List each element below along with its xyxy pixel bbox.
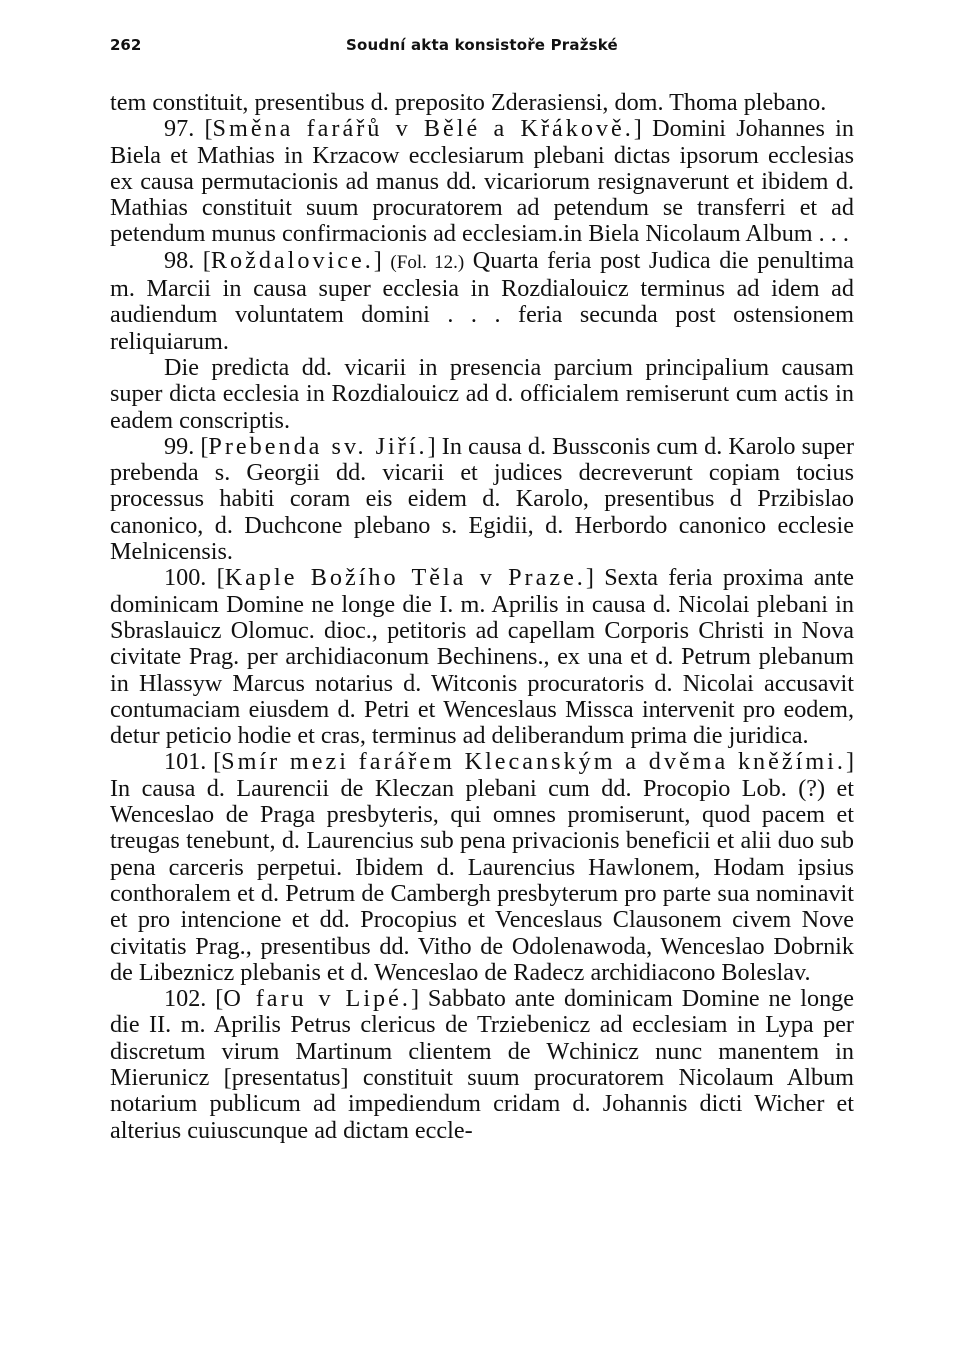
heading-bracket: ] <box>373 246 382 274</box>
entry-heading: Směna farářů v Bělé a Křákově. <box>212 115 634 143</box>
entry-100 <box>110 565 854 749</box>
entry-heading: Roždalovice. <box>210 246 374 274</box>
heading-bracket: [ <box>200 432 209 460</box>
entry-number: 101. <box>164 748 207 776</box>
entry-number: 97. <box>164 115 195 143</box>
folio-reference: (Fol. 12.) <box>390 251 465 273</box>
entry-98-continuation: Die predicta dd. vicarii in presencia parcium principalium causam super dicta ecclesia in Rozdialouicz ad d. officialem remiserunt cum actis in eadem conscriptis. <box>110 353 854 434</box>
entry-text: Sexta feria proxima ante dominicam Domine ne longe die I. m. Aprilis in causa d. Nicolai plebani in Sbraslauicz Olomuc. dioc., petitoris ad capellam Corporis Christi in Nova civitate Prag. per archidiaconum Bechinens., ex una et d. Petrum plebanum in Hlassyw Marcus notarius d. Witconis procuratoris d. Nicolai accusavit contumaciam eiusdem d. Petri et Wenceslaus Missca intervenit pro eodem, detur peticio hodie et cras, terminus ad deliberandum prima die juridica. <box>110 564 855 750</box>
heading-bracket: ] <box>845 748 854 776</box>
heading-bracket: ] <box>427 432 436 460</box>
running-head <box>110 36 854 60</box>
heading-bracket: [ <box>215 985 224 1013</box>
entry-number: 100. <box>164 564 207 592</box>
entry-97 <box>110 116 854 247</box>
heading-bracket: ] <box>633 115 642 143</box>
page-header-title: Soudní akta konsistoře Pražské <box>346 36 618 54</box>
entry-text: In causa d. Laurencii de Kleczan plebani cum dd. Procopio Lob. (?) et Wenceslao de Praga presbyteris, qui omnes promiserunt, quod pacem et treugas tenebunt, d. Laurencius sub pena privacionis beneficii et alii duo sub pena carceris perpetui. Ibidem d. Laurencius Hawlonem, Hodam ipsius conthoralem et d. Petrum de Cambergh presbyterum pro parte sua nominavit et pro intencione et dd. Procopius et Venceslaus Clausonem civem Nove civitatis Prag., presentibus dd. Vitho de Odolenawoda, Wenceslao Dobrnik de Libeznicz plebanis et d. Wenceslao de Radecz archidiacono Boleslav. <box>110 774 854 986</box>
heading-bracket: ] <box>410 985 419 1013</box>
entry-text: Quarta feria post Judica die penultima m. Marcii in causa super ecclesia in Rozdialouicz terminus ad idem ad audiendum voluntatem domini . . . feria secunda post ostensionem reliquiarum. <box>110 246 855 355</box>
heading-bracket: ] <box>585 564 594 592</box>
entry-99 <box>110 434 854 565</box>
continuation-paragraph: tem constituit, presentibus d. preposito Zderasiensi, dom. Thoma plebano. <box>110 89 827 116</box>
entry-heading: Kaple Božího Těla v Praze. <box>224 564 586 592</box>
entry-text: In causa d. Bussconis cum d. Karolo super prebenda s. Georgii dd. vicarii et judices decreverunt copiam tocius processus habiti coram eis eidem d. Karolo, presentibus d Przibislao canonico, d. Duchcone plebano s. Egidii, d. Herbordo canonico ecclesie Melnicensis. <box>110 432 855 566</box>
entry-number: 98. <box>164 246 195 274</box>
entry-number: 99. <box>164 432 195 460</box>
entry-heading: Prebenda sv. Jiří. <box>208 432 428 460</box>
entry-102 <box>110 986 854 1144</box>
entry-101 <box>110 749 854 986</box>
entry-text: Domini Johannes in Biela et Mathias in Krzacow ecclesiarum plebani dictas ipsorum ecclesias ex causa permutacionis ad manus dd. vicariorum resignaverunt et ibidem d. Mathias constituit suum procuratorem ad petendum se transferri et ad petendum munus confirmacionis ad ecclesiam.in Biela Nicolaum Album . . . <box>110 115 854 248</box>
heading-bracket: [ <box>216 564 225 592</box>
page-number: 262 <box>110 36 142 54</box>
entry-number: 102. <box>164 985 207 1013</box>
heading-bracket: [ <box>204 115 213 143</box>
text-body <box>110 90 854 1144</box>
heading-bracket: [ <box>213 748 222 776</box>
entry-text: Sabbato ante dominicam Domine ne longe die II. m. Aprilis Petrus clericus de Trziebenicz ad ecclesiam in Lypa per discretum virum Martinum clientem de Wchinicz nunc manentem in Mierunicz [presentatus] constituit suum procuratorem Nicolaum Album notarium publicum ad impediendum cridam d. Johannis dicti Wicher et alterius cuiuscunque ad dictam eccle- <box>110 985 855 1144</box>
entry-98 <box>110 248 854 355</box>
entry-heading: Smír mezi farářem Klecanským a dvěma kněžími. <box>221 748 846 776</box>
entry-heading: O faru v Lipé. <box>223 985 411 1013</box>
heading-bracket: [ <box>202 246 211 274</box>
